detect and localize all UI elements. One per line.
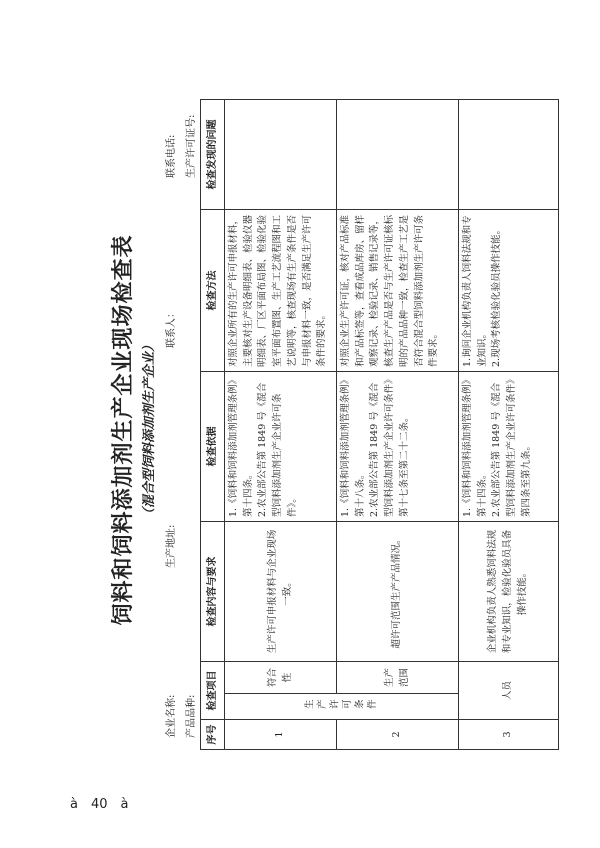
- row-basis: 1.《饲料和饲料添加剂管理条例》第十四条。 2.农业部公告第 1849 号《混合型饲料添加剂生产企业许可条件》第四条至第九条。: [459, 372, 559, 522]
- company-name-label: 企业名称:: [166, 694, 177, 738]
- row-content: 超许可范围生产产品情况。: [337, 522, 459, 662]
- page-number: à 40 à: [70, 797, 129, 812]
- page-subtitle: （混合型饲料添加剂生产企业）: [142, 339, 157, 522]
- production-address-label: 生产地址:: [166, 524, 177, 568]
- table-row: [225, 100, 337, 750]
- header-basis: 检查依据: [201, 372, 225, 522]
- row-item: 符合性: [225, 662, 337, 694]
- table-row: [337, 100, 459, 750]
- header-content: 检查内容与要求: [201, 522, 225, 662]
- group-label-cell: [225, 694, 459, 720]
- header-item: 检查项目: [201, 662, 225, 720]
- group-label: 生产许可条件: [304, 700, 379, 712]
- page-title: 饲料和饲料添加剂生产企业现场检查表: [110, 234, 136, 626]
- row-item: 人员: [459, 662, 559, 720]
- header-no: 序号: [201, 720, 225, 750]
- row-method: 对照企业生产许可证，核对产品标准和产品标签等，查看成品库房、留样观察记录、检验记录、销售记录等，核查生产产品是否与生产许可证核标明的产品品种一致，检查生产工艺是否符合混合型饲料添加剂生产许可条件要求。: [337, 210, 459, 372]
- contact-person-label: 联系人：: [166, 308, 177, 348]
- inspection-table: [200, 99, 559, 750]
- row-no: 2: [337, 720, 459, 750]
- rotated-page: [98, 100, 558, 760]
- header-issues: 检查发现的问题: [201, 100, 225, 210]
- row-basis: 1.《饲料和饲料添加剂管理条例》第十八条。 2.农业部公告第 1849 号《混合型饲料添加剂生产企业许可条件》第十七条至第二十二条。: [337, 372, 459, 522]
- header-row: [201, 100, 225, 750]
- row-no: 3: [459, 720, 559, 750]
- row-issues: [459, 100, 559, 210]
- row-method: 对照企业所有的生产许可申报材料，主要核对生产设备明细表、检验仪器明细表、厂区平面布局图、检验化验室平面布置图、生产工艺流程图和工艺说明等，核查现场有生产条件是否与申报材料一致，是否满足生产许可条件的要求。: [225, 210, 337, 372]
- row-issues: [225, 100, 337, 210]
- contact-phone-label: 联系电话:: [166, 134, 177, 178]
- header-method: 检查方法: [201, 210, 225, 372]
- row-item: 生产范围: [337, 662, 459, 694]
- table-row: [459, 100, 559, 750]
- row-basis: 1.《饲料和饲料添加剂管理条例》第十四条。 2.农业部公告第 1849 号《混合型饲料添加剂生产企业许可条件》。: [225, 372, 337, 522]
- license-no-label: 生产许可证号:: [186, 114, 197, 178]
- row-content: 企业机构负责人熟悉饲料法规和专业知识，检验化验员具备操作技能。: [459, 522, 559, 662]
- row-method: 1.询问企业机构负责人饲料法规和专业知识。 2.现场考核检验化验员操作技能。: [459, 210, 559, 372]
- row-content: 生产许可申报材料与企业现场一致。: [225, 522, 337, 662]
- product-variety-label: 产品品种:: [186, 694, 197, 738]
- row-no: 1: [225, 720, 337, 750]
- row-issues: [337, 100, 459, 210]
